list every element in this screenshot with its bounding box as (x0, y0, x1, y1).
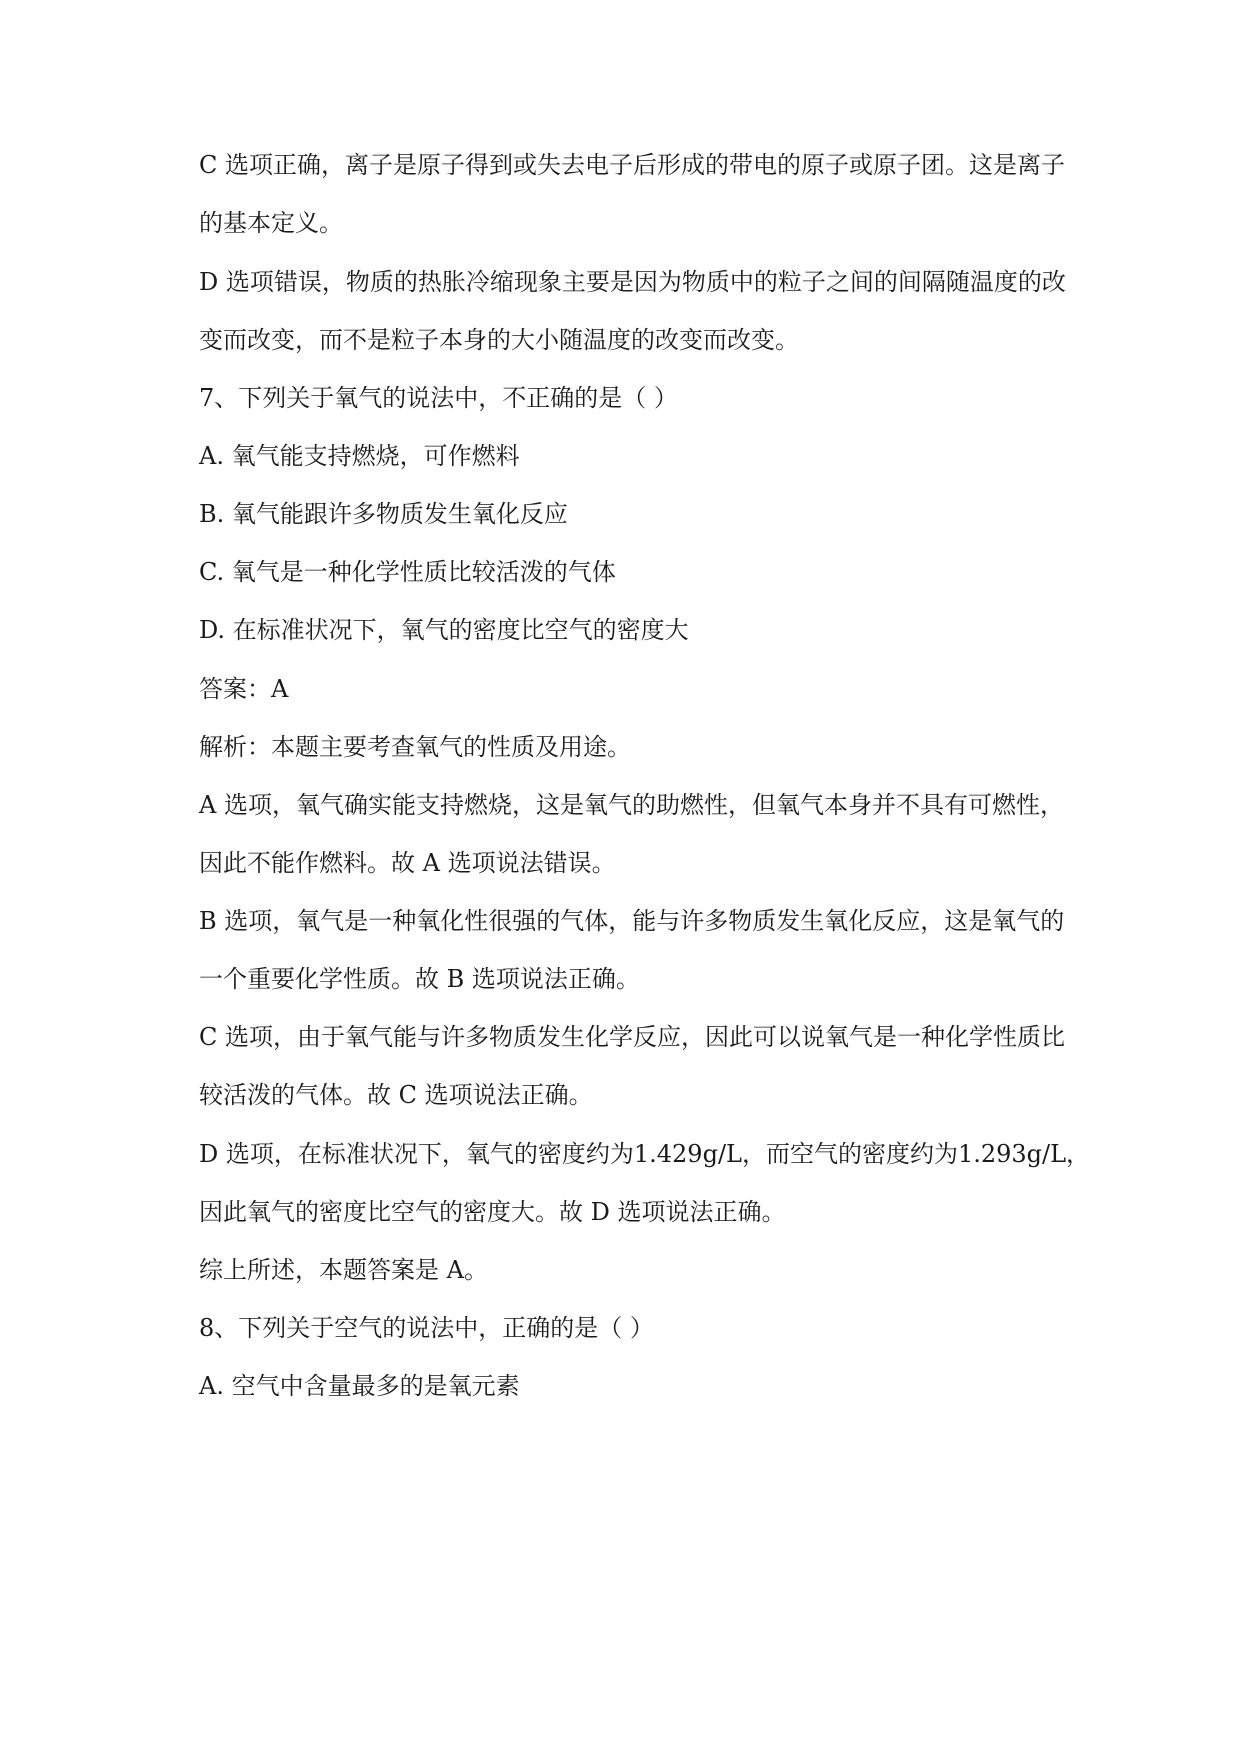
text-line: 因此氧气的密度比空气的密度大。故 D 选项说法正确。 (199, 1198, 786, 1226)
question-8-stem: 8、下列关于空气的说法中，正确的是（ ） (199, 1314, 654, 1342)
question-7-option-c: C. 氧气是一种化学性质比较活泼的气体 (199, 558, 616, 586)
text-line: D 选项错误，物质的热胀冷缩现象主要是因为物质中的粒子之间的间隔随温度的改 (199, 268, 1066, 296)
question-7-stem: 7、下列关于氧气的说法中，不正确的是（ ） (199, 384, 678, 412)
question-7-analysis: 解析：本题主要考查氧气的性质及用途。 (199, 733, 631, 761)
text-line: D 选项，在标准状况下，氧气的密度约为1.429g/L，而空气的密度约为1.293g/L， (199, 1140, 1091, 1168)
text-line: A 选项，氧气确实能支持燃烧，这是氧气的助燃性，但氧气本身并不具有可燃性， (199, 791, 1064, 819)
question-7-answer: 答案：A (199, 675, 289, 703)
question-7-option-d: D. 在标准状况下，氧气的密度比空气的密度大 (199, 616, 689, 644)
question-7-conclusion: 综上所述，本题答案是 A。 (199, 1256, 488, 1284)
text-line: B 选项，氧气是一种氧化性很强的气体，能与许多物质发生氧化反应，这是氧气的 (199, 907, 1065, 935)
text-line: C 选项正确，离子是原子得到或失去电子后形成的带电的原子或原子团。这是离子 (199, 151, 1065, 179)
text-line: 变而改变，而不是粒子本身的大小随温度的改变而改变。 (199, 326, 799, 354)
question-7-option-a: A. 氧气能支持燃烧，可作燃料 (199, 442, 520, 470)
text-line: C 选项，由于氧气能与许多物质发生化学反应，因此可以说氧气是一种化学性质比 (199, 1023, 1065, 1051)
text-line: 因此不能作燃料。故 A 选项说法错误。 (199, 849, 616, 877)
question-7-option-b: B. 氧气能跟许多物质发生氧化反应 (199, 500, 568, 528)
text-line: 一个重要化学性质。故 B 选项说法正确。 (199, 965, 640, 993)
question-8-option-a: A. 空气中含量最多的是氧元素 (199, 1372, 520, 1400)
text-line: 的基本定义。 (199, 209, 343, 237)
text-line: 较活泼的气体。故 C 选项说法正确。 (199, 1081, 593, 1109)
